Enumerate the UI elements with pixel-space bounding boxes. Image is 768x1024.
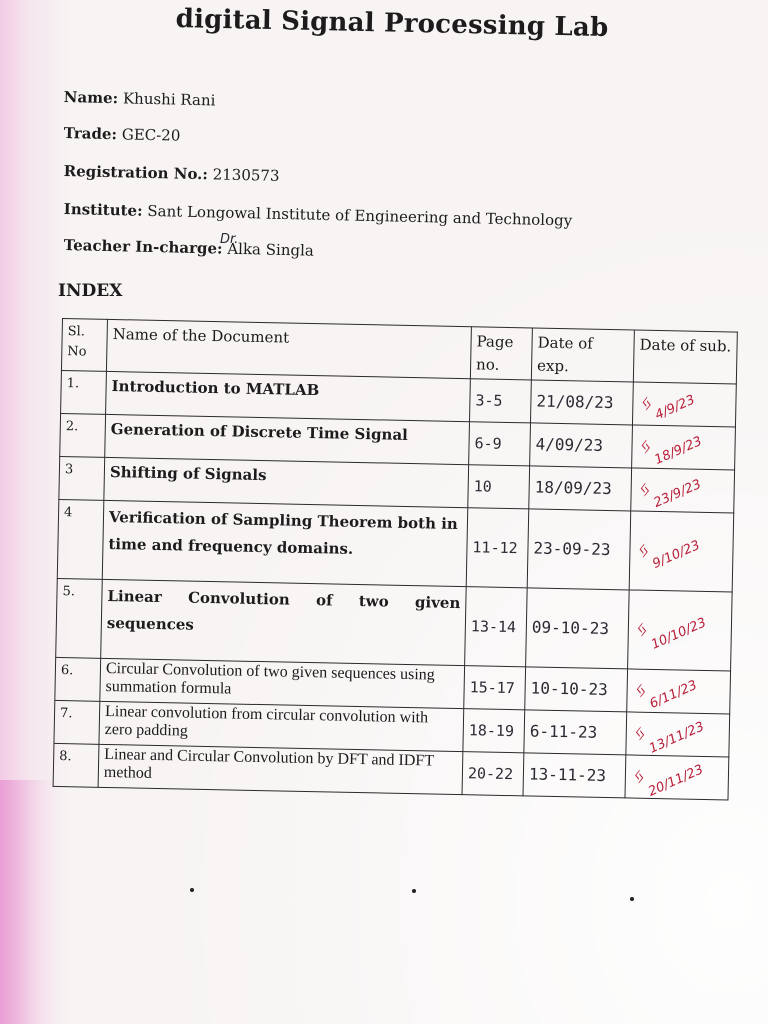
row-page-no: 10 <box>468 465 530 509</box>
name-label: Name: <box>63 88 119 108</box>
signature-mark: ᛃ <box>632 616 649 644</box>
signature-mark: ᛃ <box>634 476 652 504</box>
row-sl: 6. <box>55 657 101 701</box>
row-date-of-exp: 6-11-23 <box>524 710 627 755</box>
row-date-of-sub <box>627 669 731 714</box>
submission-date: 10/10/23 <box>649 614 709 653</box>
row-sl: 5. <box>56 578 103 658</box>
header-sl-no: Sl. No <box>61 319 107 372</box>
signature-mark: ᛃ <box>630 677 648 705</box>
header-document-name: Name of the Document <box>106 319 471 378</box>
row-date-of-sub <box>626 712 730 757</box>
trade-field <box>64 124 181 145</box>
row-date-of-exp: 18/09/23 <box>529 466 632 511</box>
header-date-of-exp: Date of exp. <box>531 328 634 382</box>
row-page-no: 18-19 <box>463 709 525 753</box>
row-document-name: Introduction to MATLAB <box>106 371 471 421</box>
teacher-label: Teacher In-charge: <box>63 236 223 258</box>
row-date-of-sub <box>631 468 735 513</box>
row-document-name: Linear Convolution of two given sequences <box>101 579 467 665</box>
row-date-of-exp: 13-11-23 <box>523 753 626 798</box>
handwritten-dr-mark: Dr. <box>220 232 239 247</box>
signature-mark: ᛃ <box>629 763 646 791</box>
table-row <box>56 578 732 671</box>
paper-speck <box>630 897 634 901</box>
registration-label: Registration No.: <box>63 162 209 184</box>
submission-date: 6/11/23 <box>647 677 700 712</box>
index-table <box>53 318 738 800</box>
table-row <box>57 499 733 592</box>
row-date-of-sub <box>632 425 736 470</box>
teacher-value: Alka Singla <box>227 239 315 260</box>
index-heading: INDEX <box>58 281 123 301</box>
submission-date: 9/10/23 <box>650 537 703 572</box>
row-page-no: 3-5 <box>470 379 532 423</box>
row-page-no: 20-22 <box>462 752 524 796</box>
submission-date: 4/9/23 <box>653 392 698 423</box>
row-page-no: 6-9 <box>469 422 531 466</box>
row-date-of-exp: 21/08/23 <box>530 380 633 425</box>
row-page-no: 13-14 <box>465 587 528 667</box>
document-title: digital Signal Processing Lab <box>175 4 609 44</box>
row-date-of-exp: 4/09/23 <box>530 423 633 468</box>
institute-label: Institute: <box>63 200 143 220</box>
submission-date: 20/11/23 <box>646 761 706 800</box>
institute-value: Sant Longowal Institute of Engineering and Technology <box>147 201 573 230</box>
row-document-name: Generation of Discrete Time Signal <box>105 414 470 464</box>
row-document-name: Shifting of Signals <box>104 457 469 507</box>
submission-date: 13/11/23 <box>647 718 707 757</box>
row-document-name: Linear convolution from circular convolution with zero padding <box>99 701 464 751</box>
header-date-of-sub: Date of sub. <box>633 330 737 384</box>
row-date-of-sub <box>629 511 734 592</box>
paper-speck <box>412 889 416 893</box>
row-sl: 3 <box>59 456 105 500</box>
row-date-of-exp: 09-10-23 <box>526 588 630 669</box>
row-date-of-sub <box>625 755 729 800</box>
row-sl: 8. <box>53 743 99 787</box>
signature-mark: ᛃ <box>629 720 647 748</box>
row-date-of-exp: 10-10-23 <box>525 667 628 712</box>
header-page-no: Page no. <box>470 327 532 380</box>
row-document-name: Verification of Sampling Theorem both in time and frequency domains. <box>102 500 468 586</box>
signature-mark: ᛃ <box>633 537 651 565</box>
row-date-of-exp: 23-09-23 <box>527 509 631 590</box>
row-date-of-sub <box>628 590 733 671</box>
row-document-name: Circular Convolution of two given sequences using summation formula <box>100 658 465 708</box>
name-field <box>64 88 216 109</box>
name-value: Khushi Rani <box>122 89 216 110</box>
trade-value: GEC-20 <box>121 125 181 145</box>
registration-value: 2130573 <box>212 165 280 185</box>
row-sl: 2. <box>60 413 106 457</box>
row-page-no: 11-12 <box>466 508 529 588</box>
row-sl: 1. <box>61 370 107 414</box>
signature-mark: ᛃ <box>636 390 654 418</box>
paper-speck <box>190 888 194 892</box>
row-sl: 4 <box>57 499 104 579</box>
trade-label: Trade: <box>63 124 118 144</box>
row-date-of-sub <box>632 382 736 427</box>
page-edge-shadow <box>0 780 60 1024</box>
submission-date: 23/9/23 <box>651 476 704 511</box>
row-page-no: 15-17 <box>464 666 526 710</box>
row-sl: 7. <box>54 700 100 744</box>
submission-date: 18/9/23 <box>652 433 705 468</box>
row-document-name: Linear and Circular Convolution by DFT and IDFT method <box>98 744 463 794</box>
signature-mark: ᛃ <box>635 433 653 461</box>
